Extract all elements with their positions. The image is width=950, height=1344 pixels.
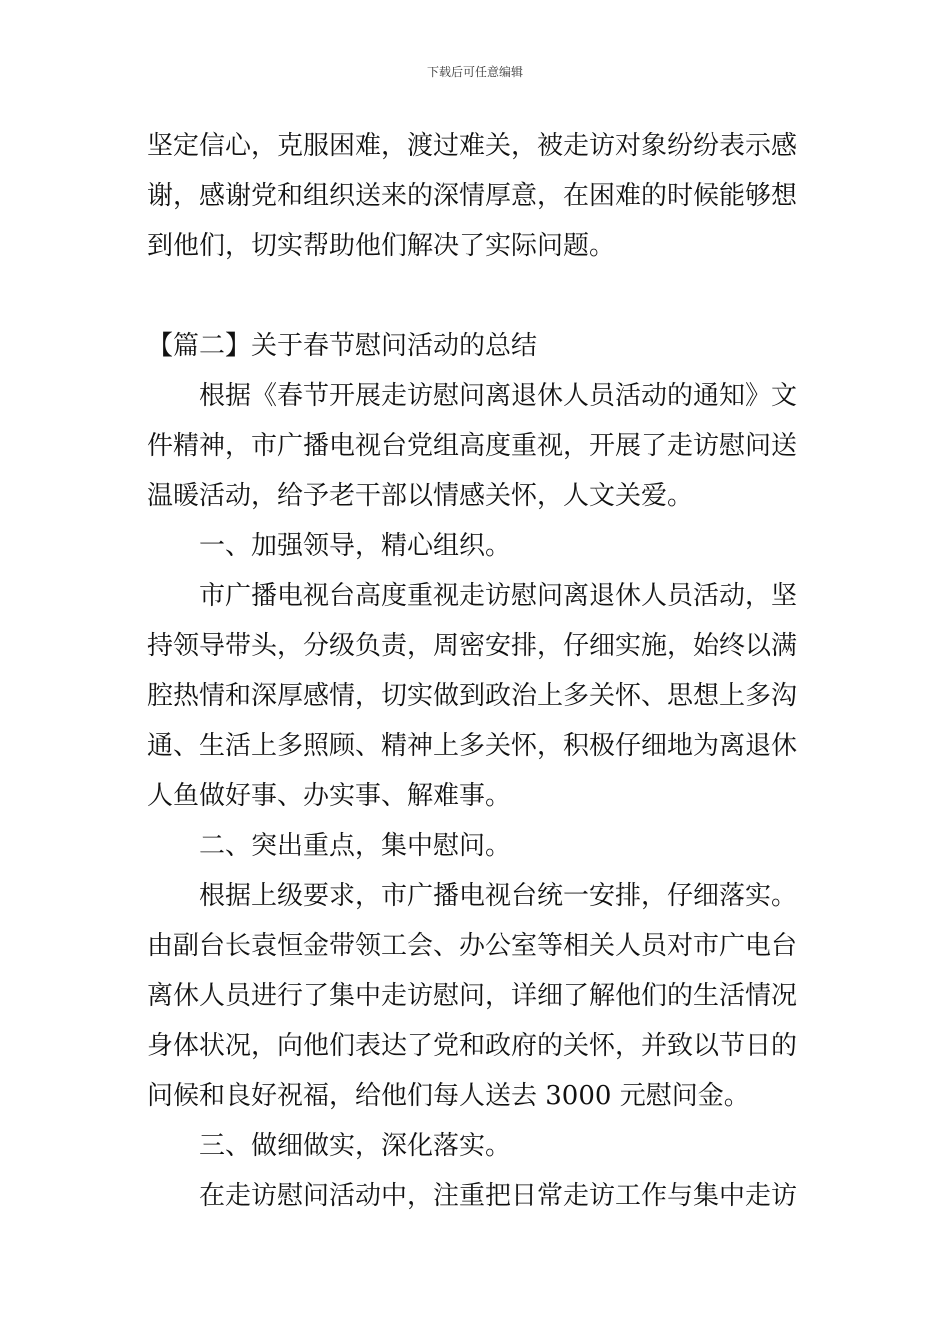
section-title: 【篇二】关于春节慰问活动的总结 — [147, 331, 538, 361]
section-heading: 一、加强领导，精心组织。 — [199, 531, 512, 561]
section-heading: 三、做细做实，深化落实。 — [199, 1131, 512, 1161]
paragraph-line: 由副台长袁恒金带领工会、办公室等相关人员对市广电台 — [147, 931, 798, 961]
paragraph-line: 离休人员进行了集中走访慰问，详细了解他们的生活情况 — [147, 981, 798, 1011]
paragraph-line: 人鱼做好事、办实事、解难事。 — [147, 781, 512, 811]
paragraph-line: 持领导带头，分级负责，周密安排，仔细实施，始终以满 — [147, 631, 798, 661]
paragraph-line: 通、生活上多照顾、精神上多关怀，积极仔细地为离退休 — [147, 731, 798, 761]
paragraph-line: 腔热情和深厚感情，切实做到政治上多关怀、思想上多沟 — [147, 681, 798, 711]
paragraph-line: 根据《春节开展走访慰问离退休人员活动的通知》文 — [199, 381, 798, 411]
paragraph-line: 坚定信心，克服困难，渡过难关，被走访对象纷纷表示感 — [147, 131, 798, 161]
blank-line — [147, 271, 811, 321]
paragraph-line: 问候和良好祝福，给他们每人送去 3000 元慰问金。 — [147, 1081, 750, 1111]
paragraph-line: 温暖活动，给予老干部以情感关怀，人文关爱。 — [147, 481, 694, 511]
paragraph-line: 身体状况，向他们表达了党和政府的关怀，并致以节日的 — [147, 1031, 798, 1061]
page-header: 下载后可任意编辑 — [426, 65, 523, 79]
document-body — [147, 121, 811, 1221]
paragraph-line: 在走访慰问活动中，注重把日常走访工作与集中走访 — [199, 1181, 798, 1211]
paragraph-line: 市广播电视台高度重视走访慰问离退休人员活动，坚 — [199, 581, 798, 611]
paragraph-line: 件精神，市广播电视台党组高度重视，开展了走访慰问送 — [147, 431, 798, 461]
paragraph-line: 根据上级要求，市广播电视台统一安排，仔细落实。 — [199, 881, 798, 911]
paragraph-line: 谢，感谢党和组织送来的深情厚意，在困难的时候能够想 — [147, 181, 798, 211]
paragraph-line: 到他们，切实帮助他们解决了实际问题。 — [147, 231, 616, 261]
section-heading: 二、突出重点，集中慰问。 — [199, 831, 512, 861]
